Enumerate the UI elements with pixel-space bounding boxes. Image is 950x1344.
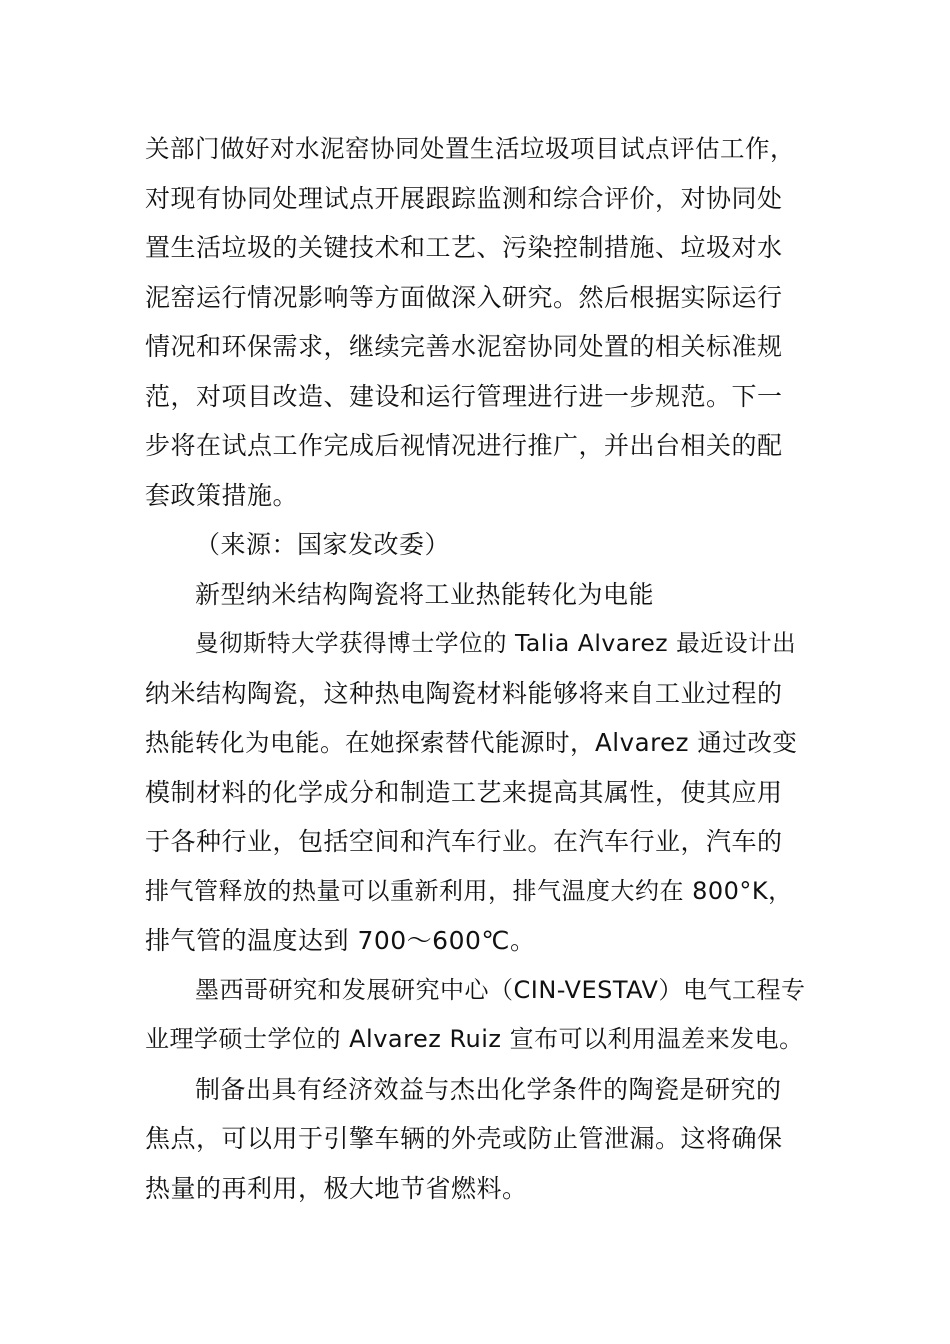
text-line: 排气管的温度达到 700～600℃。 (145, 926, 536, 955)
text-line: 纳米结构陶瓷，这种热电陶瓷材料能够将来自工业过程的 (145, 678, 783, 708)
text-line: 套政策措施。 (145, 480, 299, 510)
text-line: 泥窑运行情况影响等方面做深入研究。然后根据实际运行 (145, 282, 783, 312)
text-line: 曼彻斯特大学获得博士学位的 Talia Alvarez 最近设计出 (195, 629, 797, 657)
text-line: 模制材料的化学成分和制造工艺来提高其属性，使其应用 (145, 777, 783, 807)
text-line: 业理学硕士学位的 Alvarez Ruiz 宣布可以利用温差来发电。 (145, 1025, 804, 1053)
source-line: （来源：国家发改委） (195, 530, 451, 559)
article-title: 新型纳米结构陶瓷将工业热能转化为电能 (195, 579, 655, 609)
text-line: 步将在试点工作完成后视情况进行推广，并出台相关的配 (145, 431, 783, 460)
text-line: 墨西哥研究和发展研究中心（CIN-VESTAV）电气工程专 (195, 975, 806, 1004)
document-body (145, 124, 805, 1213)
text-line: 制备出具有经济效益与杰出化学条件的陶瓷是研究的 (195, 1074, 782, 1104)
text-line: 范，对项目改造、建设和运行管理进行进一步规范。下一 (145, 381, 783, 411)
text-line: 排气管释放的热量可以重新利用，排气温度大约在 800°K， (145, 876, 793, 905)
text-line: 置生活垃圾的关键技术和工艺、污染控制措施、垃圾对水 (145, 233, 783, 262)
text-line: 关部门做好对水泥窑协同处置生活垃圾项目试点评估工作， (145, 134, 795, 163)
text-line: 热量的再利用，极大地节省燃料。 (145, 1173, 528, 1203)
text-line: 热能转化为电能。在她探索替代能源时，Alvarez 通过改变 (145, 728, 798, 757)
text-line: 对现有协同处理试点开展跟踪监测和综合评价，对协同处 (145, 183, 783, 213)
text-line: 于各种行业，包括空间和汽车行业。在汽车行业，汽车的 (145, 827, 783, 856)
text-line: 情况和环保需求，继续完善水泥窑协同处置的相关标准规 (145, 332, 783, 361)
text-line: 焦点，可以用于引擎车辆的外壳或防止管泄漏。这将确保 (145, 1124, 783, 1153)
